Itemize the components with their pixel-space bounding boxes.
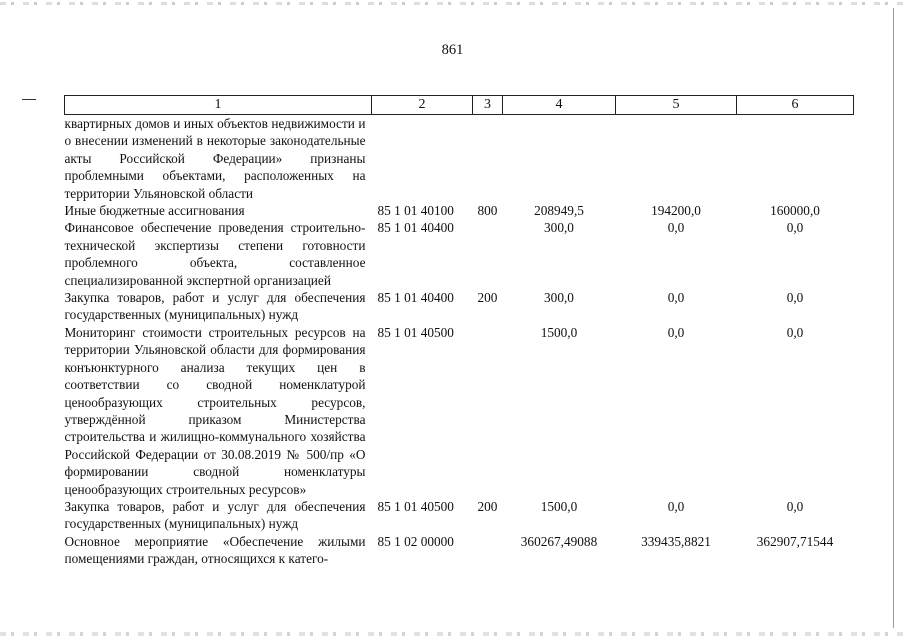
- row-code: 85 1 02 00000: [377, 533, 454, 549]
- row-value-col6: 0,0: [786, 220, 804, 236]
- row-value-col4: 300,0: [544, 220, 574, 236]
- scan-bottom-edge: [0, 632, 905, 636]
- table-row: [65, 324, 854, 498]
- row-value-col4: 1500,0: [540, 324, 578, 340]
- row-expense-type: [473, 219, 503, 289]
- row-value-col6: 0,0: [786, 290, 804, 306]
- row-value-col6: 0,0: [786, 324, 804, 340]
- header-col-3: 3: [473, 96, 503, 115]
- row-value-col5: 0,0: [667, 220, 685, 236]
- table-row: [65, 202, 854, 219]
- row-expense-type: 800: [477, 203, 498, 219]
- header-row: [65, 96, 854, 115]
- row-code: 85 1 01 40100: [377, 203, 454, 219]
- row-value-col6: 0,0: [786, 498, 804, 514]
- table-row: [65, 533, 854, 568]
- page-number: 861: [441, 42, 464, 58]
- row-description: Мониторинг стоимости строительных ресурсов на территории Ульяновской области для формирования конъюнктурного анализа текущих цен в соответствии со сводной номенклатурой ценообразующих строительных ресурсов, утверждённой приказом Министерства строительства и жилищно-коммунального хозяйства Российской Федерации от 30.08.2019 № 500/пр «О формировании сводной номенклатуры ценообразующих строительных ресурсов»: [64, 324, 366, 497]
- row-value-col4: 208949,5: [534, 203, 584, 219]
- row-value-col5: 0,0: [667, 324, 685, 340]
- row-value-col5: 194200,0: [651, 203, 701, 219]
- header-col-6: 6: [737, 96, 854, 115]
- header-col-2: 2: [372, 96, 473, 115]
- row-code: 85 1 01 40500: [377, 498, 454, 514]
- row-value-col5: 339435,8821: [641, 533, 711, 549]
- row-value-col5: 0,0: [667, 290, 685, 306]
- table-row: [65, 115, 854, 203]
- row-code: 85 1 01 40400: [377, 220, 454, 236]
- row-description: Иные бюджетные ассигнования: [64, 203, 245, 219]
- row-value-col4: 300,0: [544, 290, 574, 306]
- row-description: Финансовое обеспечение проведения строительно-технической экспертизы степени готовности проблемного объекта, составленное специализированной экспертной организацией: [64, 220, 366, 288]
- header-col-4: 4: [503, 96, 616, 115]
- table-row: [65, 289, 854, 324]
- budget-table: [64, 95, 854, 568]
- row-value-col4: [503, 115, 616, 203]
- row-expense-type: [473, 115, 503, 203]
- row-description: Основное мероприятие «Обеспечение жилыми помещениями граждан, относящихся к катего-: [64, 533, 366, 567]
- scan-top-edge: [0, 2, 905, 5]
- table-row: [65, 498, 854, 533]
- row-value-col6: 362907,71544: [756, 533, 834, 549]
- row-code: [372, 115, 473, 203]
- row-value-col5: 0,0: [667, 498, 685, 514]
- row-description: Закупка товаров, работ и услуг для обеспечения государственных (муниципальных) нужд: [64, 498, 366, 532]
- row-value-col4: 1500,0: [540, 498, 578, 514]
- row-value-col6: [737, 115, 854, 203]
- row-value-col4: 360267,49088: [520, 533, 598, 549]
- header-col-1: 1: [65, 96, 372, 115]
- row-expense-type: [473, 324, 503, 498]
- row-code: 85 1 01 40500: [377, 324, 454, 340]
- row-value-col5: [616, 115, 737, 203]
- scan-right-edge: [893, 8, 894, 628]
- table-row: [65, 219, 854, 289]
- row-code: 85 1 01 40400: [377, 290, 454, 306]
- row-description: Закупка товаров, работ и услуг для обеспечения государственных (муниципальных) нужд: [64, 290, 366, 323]
- row-expense-type: 200: [477, 290, 498, 306]
- row-expense-type: [473, 533, 503, 568]
- row-description: квартирных домов и иных объектов недвижимости и о внесении изменений в некоторые законодательные акты Российской Федерации» признаны проблемными объектами, расположенных на территории Ульяновской области: [64, 116, 366, 201]
- row-expense-type: 200: [477, 498, 498, 514]
- row-value-col6: 160000,0: [770, 203, 820, 219]
- header-col-5: 5: [616, 96, 737, 115]
- margin-mark: [22, 99, 36, 100]
